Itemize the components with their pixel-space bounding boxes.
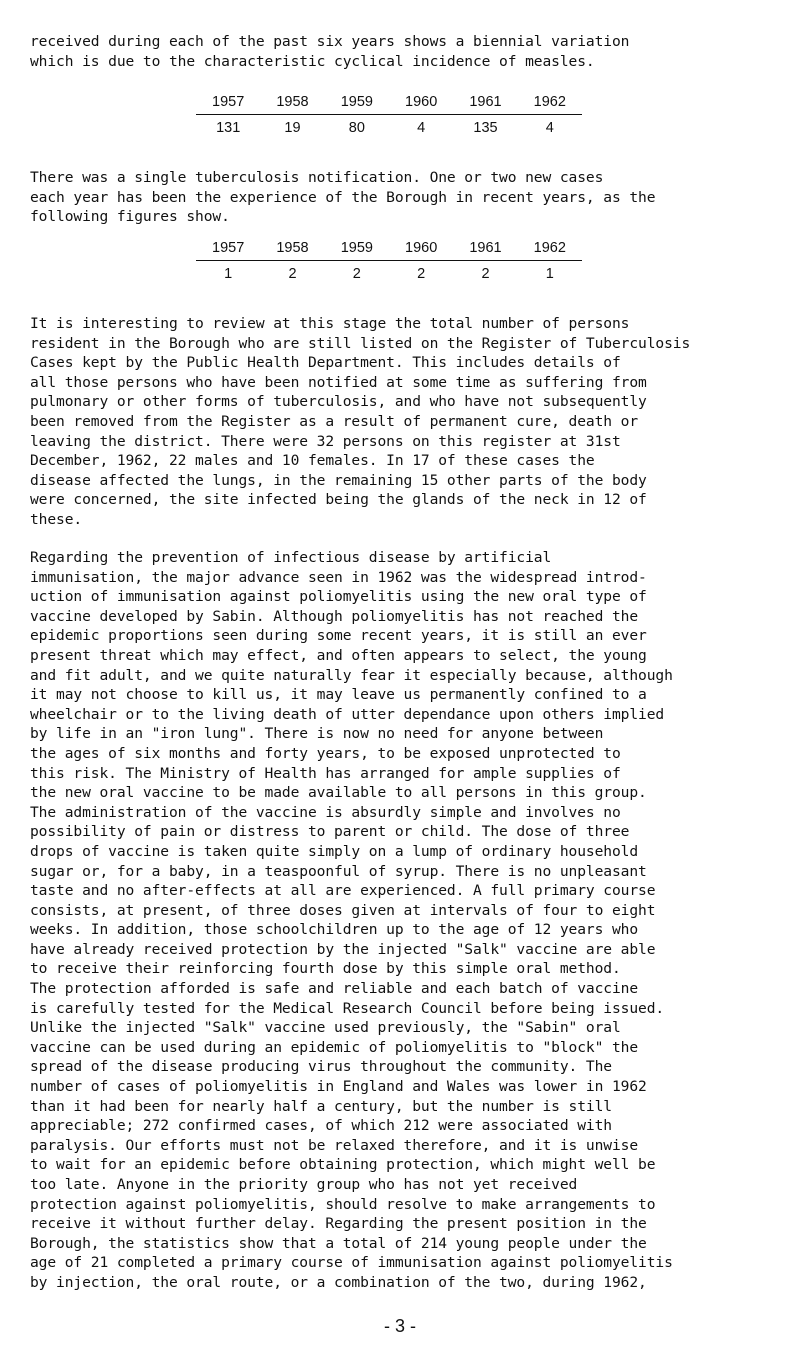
year-cell: 1957 [212, 94, 245, 110]
text-line: this risk. The Ministry of Health has arranged for ample supplies of [30, 764, 621, 782]
count-cell: 2 [417, 266, 426, 282]
text-line: following figures show. [30, 208, 230, 226]
text-line: taste and no after-effects at all are experienced. A full primary course [30, 882, 656, 900]
tuberculosis-notifications-table [196, 240, 582, 282]
text-line: the ages of six months and forty years, to be exposed unprotected to [30, 744, 621, 762]
table-rule [196, 260, 582, 261]
text-line: It is interesting to review at this stage the total number of persons [30, 315, 630, 332]
text-line: pulmonary or other forms of tuberculosis, and who have not subsequently [30, 393, 647, 411]
text-line: than it had been for nearly half a century, but the number is still [30, 1097, 612, 1115]
year-cell: 1961 [469, 240, 502, 256]
text-line: The protection afforded is safe and reliable and each batch of vaccine [30, 980, 639, 998]
year-cell: 1962 [533, 240, 566, 256]
text-line: epidemic proportions seen during some recent years, it is still an ever [30, 627, 647, 645]
text-line: appreciable; 272 confirmed cases, of which 212 were associated with [30, 1117, 612, 1135]
text-line: wheelchair or to the living death of utter dependance upon others implied [30, 705, 665, 723]
intro-paragraph [30, 32, 800, 71]
text-line: resident in the Borough who are still listed on the Register of Tuberculosis [30, 334, 691, 352]
year-cell: 1957 [212, 240, 245, 256]
text-line: the new oral vaccine to be made available to all persons in this group. [30, 784, 647, 802]
text-line: spread of the disease producing virus throughout the community. The [30, 1058, 612, 1076]
text-line: which is due to the characteristic cyclical incidence of measles. [30, 52, 595, 70]
text-line: it may not choose to kill us, it may leave us permanently confined to a [30, 686, 647, 704]
year-header-row [196, 240, 582, 256]
text-line: all those persons who have been notified at some time as suffering from [30, 373, 647, 391]
text-line: each year has been the experience of the Borough in recent years, as the [30, 188, 656, 206]
text-line: received during each of the past six years shows a biennial variation [30, 33, 630, 50]
tuberculosis-register-paragraph [30, 314, 800, 530]
text-line: to wait for an epidemic before obtaining protection, which might well be [30, 1156, 656, 1174]
year-cell: 1958 [276, 240, 309, 256]
year-cell: 1962 [533, 94, 566, 110]
count-row [196, 120, 582, 136]
text-line: these. [30, 510, 83, 528]
text-line: Regarding the prevention of infectious disease by artificial [30, 549, 552, 566]
text-line: immunisation, the major advance seen in 1962 was the widespread introd- [30, 568, 647, 586]
text-line: possibility of pain or distress to parent or child. The dose of three [30, 823, 630, 841]
poliomyelitis-paragraph [30, 548, 800, 1293]
text-line: age of 21 completed a primary course of immunisation against poliomyelitis [30, 1254, 673, 1272]
year-cell: 1959 [340, 94, 373, 110]
text-line: Borough, the statistics show that a total of 214 young people under the [30, 1234, 647, 1252]
text-line: Cases kept by the Public Health Department. This includes details of [30, 354, 621, 372]
count-cell: 131 [216, 120, 241, 136]
text-line: paralysis. Our efforts must not be relaxed therefore, and it is unwise [30, 1136, 639, 1154]
text-line: present threat which may effect, and often appears to select, the young [30, 646, 647, 664]
text-line: to receive their reinforcing fourth dose by this simple oral method. [30, 960, 621, 978]
text-line: sugar or, for a baby, in a teaspoonful of syrup. There is no unpleasant [30, 862, 647, 880]
count-cell: 80 [348, 120, 365, 136]
table-rule [196, 114, 582, 115]
year-cell: 1959 [340, 240, 373, 256]
text-line: were concerned, the site infected being the glands of the neck in 12 of [30, 491, 647, 509]
page-number: - 3 - [383, 1316, 416, 1336]
text-line: Unlike the injected "Salk" vaccine used previously, the "Sabin" oral [30, 1019, 621, 1037]
text-line: consists, at present, of three doses given at intervals of four to eight [30, 901, 656, 919]
year-header-row [196, 94, 582, 110]
count-cell: 135 [473, 120, 498, 136]
text-line: too late. Anyone in the priority group who has not yet received [30, 1176, 578, 1193]
measles-notifications-table [196, 94, 582, 136]
count-cell: 4 [545, 120, 554, 136]
text-line: and fit adult, and we quite naturally fear it especially because, although [30, 666, 673, 684]
count-cell: 4 [417, 120, 426, 136]
text-line: There was a single tuberculosis notification. One or two new cases [30, 169, 604, 186]
text-line: The administration of the vaccine is absurdly simple and involves no [30, 803, 621, 821]
year-cell: 1960 [405, 94, 438, 110]
text-line: leaving the district. There were 32 persons on this register at 31st [30, 432, 621, 450]
text-line: vaccine can be used during an epidemic of poliomyelitis to "block" the [30, 1038, 639, 1056]
count-row [196, 266, 582, 282]
text-line: been removed from the Register as a result of permanent cure, death or [30, 412, 639, 430]
text-line: have already received protection by the injected "Salk" vaccine are able [30, 940, 656, 958]
text-line: by life in an "iron lung". There is now no need for anyone between [30, 725, 604, 743]
text-line: uction of immunisation against poliomyelitis using the new oral type of [30, 588, 647, 606]
text-line: by injection, the oral route, or a combination of the two, during 1962, [30, 1273, 647, 1291]
text-line: vaccine developed by Sabin. Although poliomyelitis has not reached the [30, 607, 639, 625]
year-cell: 1958 [276, 94, 309, 110]
year-cell: 1961 [469, 94, 502, 110]
text-line: is carefully tested for the Medical Research Council before being issued. [30, 999, 665, 1017]
year-cell: 1960 [405, 240, 438, 256]
text-line: number of cases of poliomyelitis in England and Wales was lower in 1962 [30, 1078, 647, 1096]
count-cell: 1 [224, 266, 233, 282]
text-line: protection against poliomyelitis, should resolve to make arrangements to [30, 1195, 656, 1213]
count-cell: 2 [288, 266, 297, 282]
text-line: drops of vaccine is taken quite simply on a lump of ordinary household [30, 842, 639, 860]
text-line: weeks. In addition, those schoolchildren up to the age of 12 years who [30, 921, 639, 939]
text-line: December, 1962, 22 males and 10 females. In 17 of these cases the [30, 452, 595, 470]
text-line: disease affected the lungs, in the remaining 15 other parts of the body [30, 471, 647, 489]
count-cell: 2 [481, 266, 490, 282]
text-line: receive it without further delay. Regarding the present position in the [30, 1215, 647, 1233]
tuberculosis-paragraph [30, 168, 800, 227]
count-cell: 2 [352, 266, 361, 282]
count-cell: 1 [545, 266, 554, 282]
count-cell: 19 [284, 120, 301, 136]
